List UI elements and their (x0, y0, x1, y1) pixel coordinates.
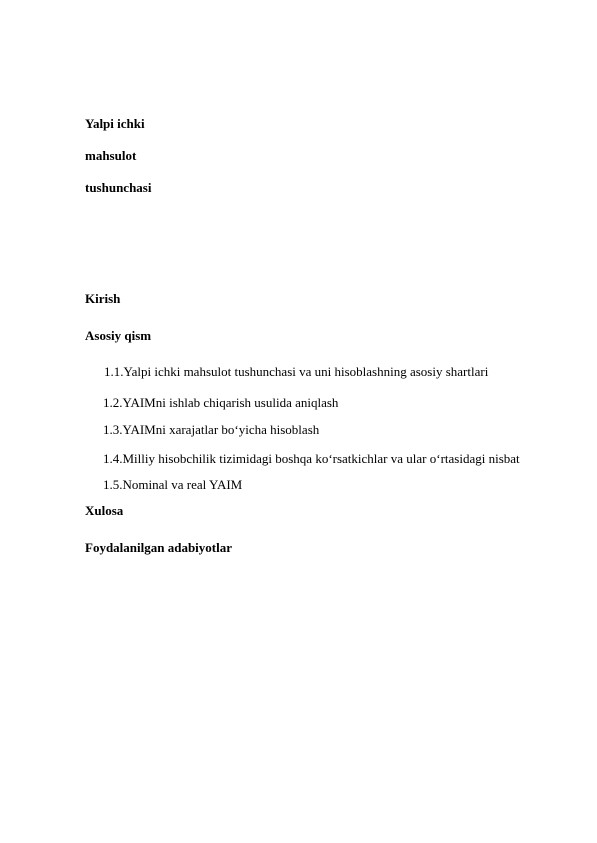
toc-intro: Kirish (85, 291, 121, 306)
toc-subsection-1-3: 1.3.YAIMni xarajatlar bo‘yicha hisoblash (103, 422, 320, 437)
title-line-1: Yalpi ichki (85, 116, 145, 131)
toc-main-part: Asosiy qism (85, 328, 152, 343)
toc-subsection-1-4: 1.4.Milliy hisobchilik tizimidagi boshqa ko‘rsatkichlar va ular o‘rtasidagi nisbat (103, 451, 520, 466)
toc-subsection-1-1: 1.1.Yalpi ichki mahsulot tushunchasi va uni hisoblashning asosiy shartlari (104, 364, 489, 379)
toc-conclusion: Xulosa (85, 503, 124, 518)
toc-references: Foydalanilgan adabiyotlar (85, 540, 232, 555)
title-line-2: mahsulot (85, 148, 137, 163)
title-line-3: tushunchasi (85, 180, 152, 195)
toc-subsection-1-2: 1.2.YAIMni ishlab chiqarish usulida aniqlash (103, 395, 339, 410)
toc-subsection-1-5: 1.5.Nominal va real YAIM (103, 477, 243, 492)
